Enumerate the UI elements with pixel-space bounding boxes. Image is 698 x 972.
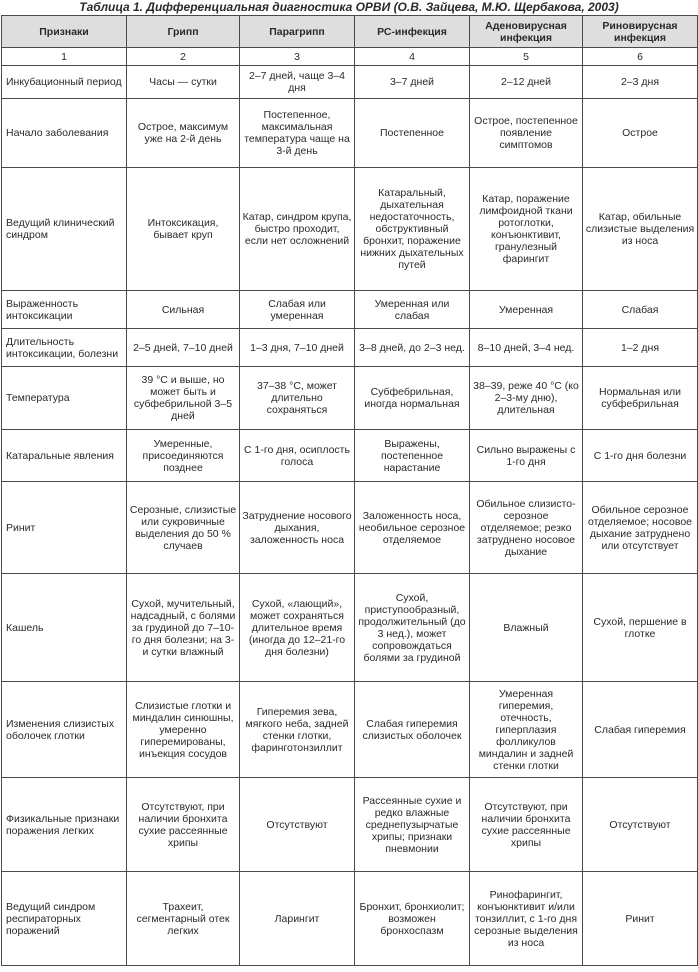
table-row xyxy=(2,430,698,482)
cell-value: Затруднение носового дыхания, заложенность носа xyxy=(240,482,355,574)
cell-value: 3–8 дней, до 2–3 нед. xyxy=(355,329,470,367)
cell-value: Ринофарингит, конъюнктивит и/или тонзиллит, с 1-го дня серозные выделения из носа xyxy=(470,872,583,966)
column-number: 1 xyxy=(2,48,127,66)
cell-value: Гиперемия зева, мягкого неба, задней стенки глотки, фаринготонзиллит xyxy=(240,682,355,778)
cell-value: Слабая xyxy=(583,291,698,329)
cell-value: С 1-го дня, осиплость голоса xyxy=(240,430,355,482)
row-sign: Кашель xyxy=(2,574,127,682)
cell-value: Сухой, мучительный, надсадный, с болями за грудиной до 7–10-го дня болезни; на 3-и сутки влажный xyxy=(127,574,240,682)
cell-value: С 1-го дня болезни xyxy=(583,430,698,482)
cell-value: 2–3 дня xyxy=(583,66,698,99)
header-influenza: Грипп xyxy=(127,16,240,48)
cell-value: Часы — сутки xyxy=(127,66,240,99)
cell-value: Отсутствуют xyxy=(583,778,698,872)
cell-value: Постепенное xyxy=(355,99,470,168)
column-number: 4 xyxy=(355,48,470,66)
cell-value: Рассеянные сухие и редко влажные среднепузырчатые хрипы; признаки пневмонии xyxy=(355,778,470,872)
cell-value: Умеренная гиперемия, отечность, гиперплазия фолликулов миндалин и задней стенки глотки xyxy=(470,682,583,778)
cell-value: Катар, синдром крупа, быстро проходит, если нет осложнений xyxy=(240,168,355,291)
row-sign: Ведущий клинический синдром xyxy=(2,168,127,291)
cell-value: Выражены, постепенное нарастание xyxy=(355,430,470,482)
cell-value: Слабая гиперемия xyxy=(583,682,698,778)
cell-value: Слабая гиперемия слизистых оболочек xyxy=(355,682,470,778)
cell-value: Сильно выражены с 1-го дня xyxy=(470,430,583,482)
cell-value: Катар, поражение лимфоидной ткани ротоглотки, конъюнктивит, гранулезный фарингит xyxy=(470,168,583,291)
cell-value: Острое xyxy=(583,99,698,168)
header-signs: Признаки xyxy=(2,16,127,48)
cell-value: 2–7 дней, чаще 3–4 дня xyxy=(240,66,355,99)
row-sign: Длительность интоксикации, болезни xyxy=(2,329,127,367)
header-row xyxy=(2,16,698,48)
row-sign: Физикальные признаки поражения легких xyxy=(2,778,127,872)
column-number: 2 xyxy=(127,48,240,66)
cell-value: Заложенность носа, необильное серозное отделяемое xyxy=(355,482,470,574)
row-sign: Начало заболевания xyxy=(2,99,127,168)
column-number-row xyxy=(2,48,698,66)
diagnosis-table xyxy=(1,15,698,966)
cell-value: Обильное слизисто-серозное отделяемое; резко затруднено носовое дыхание xyxy=(470,482,583,574)
header-rhinovirus: Риновирусная инфекция xyxy=(583,16,698,48)
cell-value: Интоксикация, бывает круп xyxy=(127,168,240,291)
cell-value: 8–10 дней, 3–4 нед. xyxy=(470,329,583,367)
cell-value: Сухой, «лающий», может сохраняться длительное время (иногда до 12–21-го дня болезни) xyxy=(240,574,355,682)
cell-value: Бронхит, бронхиолит; возможен бронхоспазм xyxy=(355,872,470,966)
cell-value: 38–39, реже 40 °С (ко 2–3-му дню), длительная xyxy=(470,367,583,430)
cell-value: Отсутствуют, при наличии бронхита сухие рассеянные хрипы xyxy=(470,778,583,872)
row-sign: Температура xyxy=(2,367,127,430)
row-sign: Инкубационный период xyxy=(2,66,127,99)
column-number: 3 xyxy=(240,48,355,66)
cell-value: 37–38 °С, может длительно сохраняться xyxy=(240,367,355,430)
cell-value: Постепенное, максимальная температура чаще на 3-й день xyxy=(240,99,355,168)
cell-value: Обильное серозное отделяемое; носовое дыхание затруднено или отсутствует xyxy=(583,482,698,574)
cell-value: Ринит xyxy=(583,872,698,966)
table-row xyxy=(2,872,698,966)
table-row xyxy=(2,778,698,872)
table-row xyxy=(2,367,698,430)
cell-value: Умеренные, присоединяются позднее xyxy=(127,430,240,482)
table-row xyxy=(2,682,698,778)
row-sign: Выраженность интоксикации xyxy=(2,291,127,329)
row-sign: Катаральные явления xyxy=(2,430,127,482)
cell-value: Влажный xyxy=(470,574,583,682)
cell-value: Слизистые глотки и миндалин синюшны, умеренно гиперемированы, инъекция сосудов xyxy=(127,682,240,778)
cell-value: Серозные, слизистые или сукровичные выделения до 50 % случаев xyxy=(127,482,240,574)
cell-value: Нормальная или субфебрильная xyxy=(583,367,698,430)
cell-value: 1–2 дня xyxy=(583,329,698,367)
row-sign: Ведущий синдром респираторных поражений xyxy=(2,872,127,966)
header-adenovirus: Аденовирусная инфекция xyxy=(470,16,583,48)
column-number: 5 xyxy=(470,48,583,66)
column-number: 6 xyxy=(583,48,698,66)
table-row xyxy=(2,168,698,291)
cell-value: Слабая или умеренная xyxy=(240,291,355,329)
cell-value: Сильная xyxy=(127,291,240,329)
cell-value: Острое, постепенное появление симптомов xyxy=(470,99,583,168)
table-row xyxy=(2,329,698,367)
table-row xyxy=(2,291,698,329)
cell-value: 39 °С и выше, но может быть и субфебрильной 3–5 дней xyxy=(127,367,240,430)
cell-value: Сухой, першение в глотке xyxy=(583,574,698,682)
cell-value: 1–3 дня, 7–10 дней xyxy=(240,329,355,367)
cell-value: Катар, обильные слизистые выделения из носа xyxy=(583,168,698,291)
table-row xyxy=(2,482,698,574)
cell-value: 2–5 дней, 7–10 дней xyxy=(127,329,240,367)
row-sign: Ринит xyxy=(2,482,127,574)
row-sign: Изменения слизистых оболочек глотки xyxy=(2,682,127,778)
cell-value: Отсутствуют xyxy=(240,778,355,872)
table-row xyxy=(2,99,698,168)
table-row xyxy=(2,66,698,99)
cell-value: Сухой, приступообразный, продолжительный (до 3 нед.), может сопровождаться болями за грудиной xyxy=(355,574,470,682)
cell-value: Острое, максимум уже на 2-й день xyxy=(127,99,240,168)
table-caption: Таблица 1. Дифференциальная диагностика ОРВИ (О.В. Зайцева, М.Ю. Щербакова, 2003) xyxy=(79,0,619,14)
cell-value: Катаральный, дыхательная недостаточность, обструктивный бронхит, поражение нижних дыхательных путей xyxy=(355,168,470,291)
cell-value: Субфебрильная, иногда нормальная xyxy=(355,367,470,430)
cell-value: 2–12 дней xyxy=(470,66,583,99)
table-row xyxy=(2,574,698,682)
cell-value: 3–7 дней xyxy=(355,66,470,99)
cell-value: Отсутствуют, при наличии бронхита сухие рассеянные хрипы xyxy=(127,778,240,872)
header-rs-infection: РС-инфекция xyxy=(355,16,470,48)
cell-value: Трахеит, сегментарный отек легких xyxy=(127,872,240,966)
header-parainfluenza: Парагрипп xyxy=(240,16,355,48)
cell-value: Ларингит xyxy=(240,872,355,966)
cell-value: Умеренная или слабая xyxy=(355,291,470,329)
cell-value: Умеренная xyxy=(470,291,583,329)
